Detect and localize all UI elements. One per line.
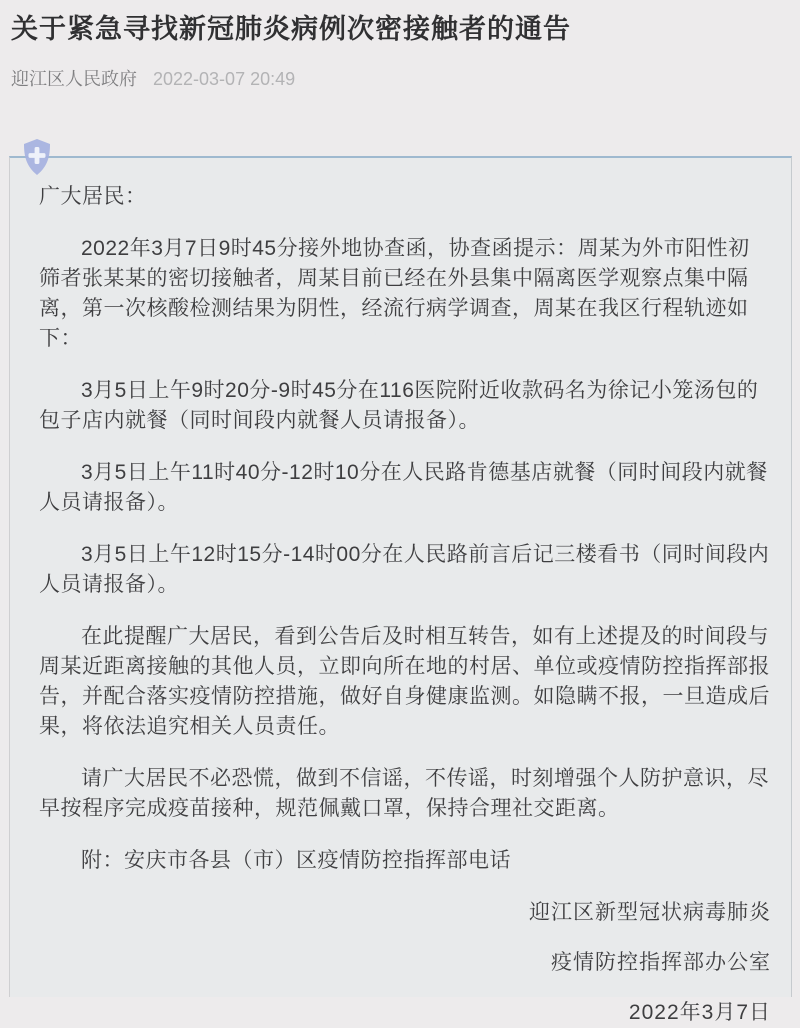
notice-paragraph: 3月5日上午12时15分-14时00分在人民路前言后记三楼看书（同时间段内人员请报备）。 <box>39 542 770 596</box>
notice-paragraph: 2022年3月7日9时45分接外地协查函，协查函提示：周某为外市阳性初筛者张某某的密切接触者，周某目前已经在外县集中隔离医学观察点集中隔离，第一次核酸检测结果为阴性，经流行病学调查，周某在我区行程轨迹如下： <box>39 236 750 350</box>
signature-org-line1: 迎江区新型冠状病毒肺炎 <box>529 900 771 924</box>
article-header <box>0 0 800 90</box>
publisher-name: 迎江区人民政府 <box>11 68 137 89</box>
notice-paragraph: 3月5日上午9时20分-9时45分在116医院附近收款码名为徐记小笼汤包的包子店内就餐（同时间段内就餐人员请报备）。 <box>39 378 759 432</box>
publish-timestamp: 2022-03-07 20:49 <box>153 68 296 89</box>
shield-plus-icon <box>22 138 52 176</box>
notice-card <box>9 156 792 1024</box>
article-meta <box>11 68 788 90</box>
page-title: 关于紧急寻找新冠肺炎病例次密接触者的通告 <box>11 14 571 44</box>
signature-date: 2022年3月7日 <box>628 1000 771 1024</box>
salutation: 广大居民： <box>39 184 147 208</box>
notice-paragraph: 在此提醒广大居民，看到公告后及时相互转告，如有上述提及的时间段与周某近距离接触的其他人员，立即向所在地的村居、单位或疫情防控指挥部报告，并配合落实疫情防控措施，做好自身健康监测。如隐瞒不报，一旦造成后果，将依法追究相关人员责任。 <box>39 624 770 738</box>
notice-body <box>39 182 771 1028</box>
notice-paragraph: 请广大居民不必恐慌，做到不信谣，不传谣，时刻增强个人防护意识，尽早按程序完成疫苗接种，规范佩戴口罩，保持合理社交距离。 <box>39 766 769 820</box>
notice-paragraph: 3月5日上午11时40分-12时10分在人民路肯德基店就餐（同时间段内就餐人员请报备）。 <box>39 460 768 514</box>
signature-block <box>39 898 771 1028</box>
notice-attachment-line: 附：安庆市各县（市）区疫情防控指挥部电话 <box>81 848 511 872</box>
signature-org-line2: 疫情防控指挥部办公室 <box>551 950 771 974</box>
